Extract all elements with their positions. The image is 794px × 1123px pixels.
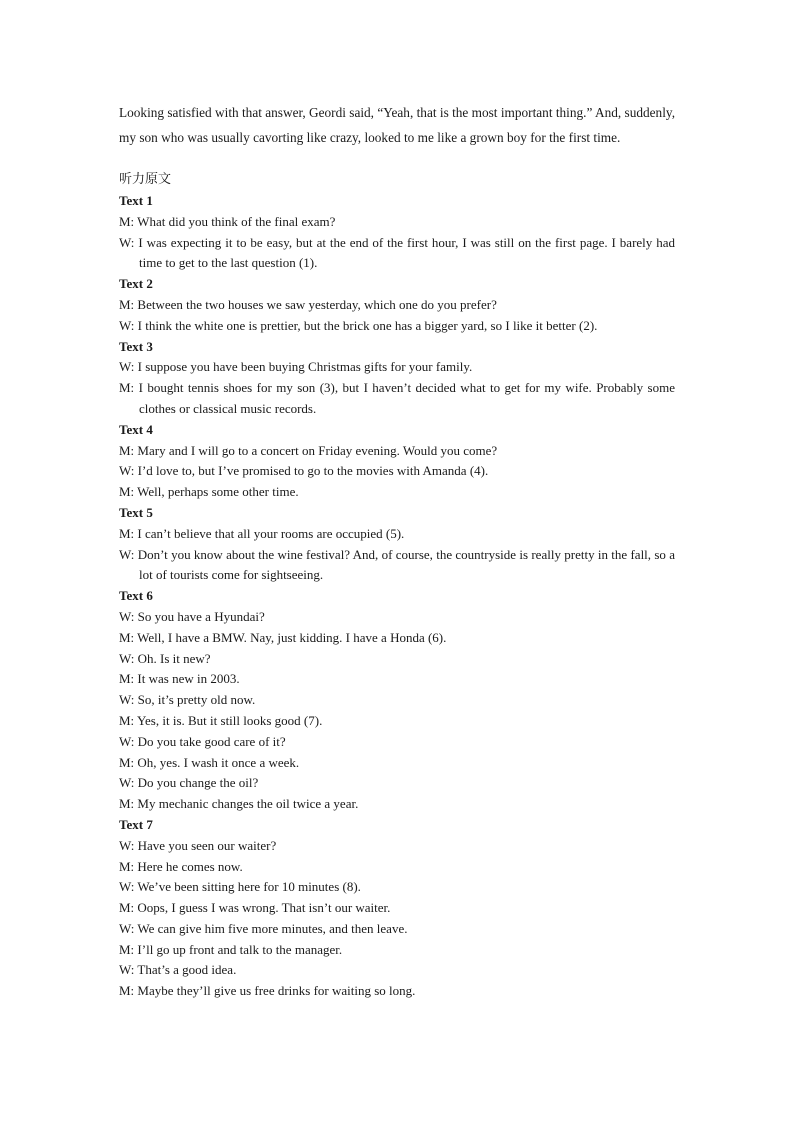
dialogue-line: W: Don’t you know about the wine festival? And, of course, the countryside is really pretty in the fall, so a lot of tourists come for sightseeing. <box>119 546 675 583</box>
transcript-section <box>119 815 675 1002</box>
dialogue-line: M: Yes, it is. But it still looks good (7). <box>119 712 323 728</box>
dialogue-line: M: I bought tennis shoes for my son (3), but I haven’t decided what to get for my wife. Probably some clothes or classical music records. <box>119 380 675 416</box>
text-heading: Text 4 <box>119 421 153 437</box>
dialogue-line: W: That’s a good idea. <box>119 962 237 978</box>
section-title: 听力原文 <box>119 172 172 187</box>
dialogue-line: M: I’ll go up front and talk to the manager. <box>119 941 343 957</box>
dialogue-line: M: Well, I have a BMW. Nay, just kidding. I have a Honda (6). <box>119 629 447 645</box>
text-heading: Text 2 <box>119 276 153 292</box>
dialogue-line: W: Oh. Is it new? <box>119 650 211 666</box>
dialogue-line: M: I can’t believe that all your rooms are occupied (5). <box>119 525 405 541</box>
dialogue-line: W: I’d love to, but I’ve promised to go to the movies with Amanda (4). <box>119 463 489 479</box>
transcript-section <box>119 337 675 420</box>
transcript-section <box>119 274 675 336</box>
dialogue-line: M: Here he comes now. <box>119 858 243 874</box>
text-heading: Text 3 <box>119 338 153 354</box>
text-heading: Text 7 <box>119 816 153 832</box>
transcript-list <box>119 191 675 1002</box>
dialogue-line: W: Do you change the oil? <box>119 775 259 791</box>
document-page <box>119 100 675 1002</box>
dialogue-line: M: Oops, I guess I was wrong. That isn’t our waiter. <box>119 900 391 916</box>
dialogue-line: M: My mechanic changes the oil twice a year. <box>119 796 359 812</box>
dialogue-line: W: So you have a Hyundai? <box>119 608 265 624</box>
dialogue-line: W: Have you seen our waiter? <box>119 837 277 853</box>
dialogue-line: M: Well, perhaps some other time. <box>119 484 299 500</box>
dialogue-line: W: I think the white one is prettier, but the brick one has a bigger yard, so I like it better (2). <box>119 317 598 333</box>
dialogue-line: W: So, it’s pretty old now. <box>119 692 256 708</box>
dialogue-line: M: What did you think of the final exam? <box>119 213 336 229</box>
transcript-section <box>119 420 675 503</box>
dialogue-line: M: Between the two houses we saw yesterday, which one do you prefer? <box>119 296 497 312</box>
dialogue-line: W: I was expecting it to be easy, but at the end of the first hour, I was still on the first page. I barely had time to get to the last question (1). <box>119 234 675 271</box>
intro-paragraph: Looking satisfied with that answer, Geordi said, “Yeah, that is the most important thing.” And, suddenly, my son who was usually cavorting like crazy, looked to me like a grown boy for the first time. <box>119 105 676 145</box>
dialogue-line: W: We can give him five more minutes, and then leave. <box>119 920 408 936</box>
text-heading: Text 6 <box>119 588 153 604</box>
transcript-section <box>119 191 675 274</box>
dialogue-line: W: Do you take good care of it? <box>119 733 286 749</box>
text-heading: Text 1 <box>119 193 153 208</box>
dialogue-line: M: Oh, yes. I wash it once a week. <box>119 754 300 770</box>
text-heading: Text 5 <box>119 504 153 520</box>
dialogue-line: M: It was new in 2003. <box>119 671 240 687</box>
dialogue-line: W: We’ve been sitting here for 10 minutes (8). <box>119 879 361 895</box>
transcript-section <box>119 586 675 815</box>
dialogue-line: M: Mary and I will go to a concert on Friday evening. Would you come? <box>119 442 498 458</box>
dialogue-line: W: I suppose you have been buying Christmas gifts for your family. <box>119 359 473 375</box>
dialogue-line: M: Maybe they’ll give us free drinks for waiting so long. <box>119 983 416 999</box>
transcript-section <box>119 503 675 586</box>
